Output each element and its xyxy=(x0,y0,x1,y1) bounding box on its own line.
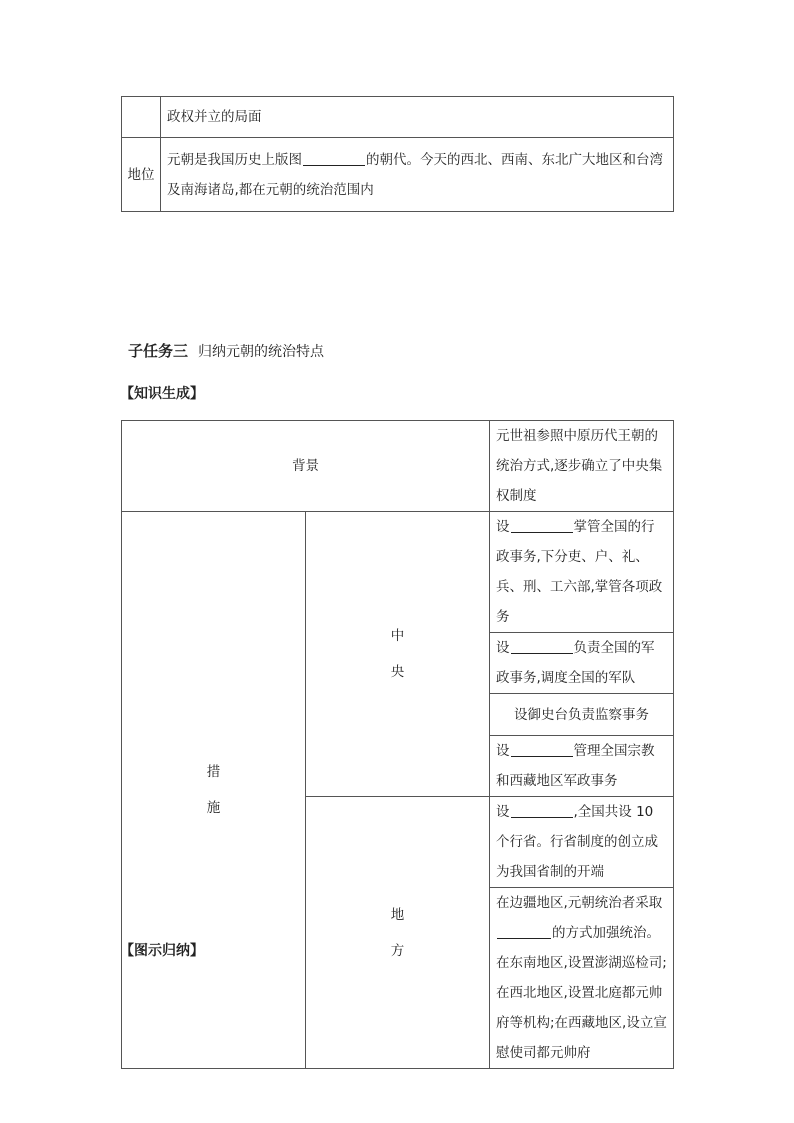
table-row xyxy=(122,138,674,212)
measures-char: 施 xyxy=(206,800,221,816)
status-table xyxy=(121,96,674,212)
background-text: 元世祖参照中原历代王朝的统治方式,逐步确立了中央集权制度 xyxy=(490,421,674,512)
fill-in-blank[interactable] xyxy=(511,740,573,757)
text-after-blank: 管理全国宗教和西藏地区军政事务 xyxy=(496,743,655,789)
local-row-1 xyxy=(490,797,674,888)
table-row xyxy=(122,512,674,633)
central-row-4 xyxy=(490,736,674,797)
central-row-1 xyxy=(490,512,674,633)
text-before-blank: 在边疆地区,元朝统治者采取 xyxy=(496,895,663,911)
local-row-2 xyxy=(490,888,674,1069)
central-row-2 xyxy=(490,633,674,694)
row-content: 政权并立的局面 xyxy=(161,97,674,138)
fill-in-blank[interactable] xyxy=(511,801,573,818)
text-after-blank: 的朝代。今天的西北、西南、东北广大地区和台湾及南海诸岛,都在元朝的统治范围内 xyxy=(167,151,663,198)
text-before-blank: 设 xyxy=(496,640,510,656)
text-after-blank: 负责全国的军政事务,调度全国的军队 xyxy=(496,640,655,686)
text-after-blank: ,全国共设 10 个行省。行省制度的创立成为我国省制的开端 xyxy=(496,804,658,880)
central-label xyxy=(306,512,490,797)
text-before-blank: 设 xyxy=(496,519,510,535)
subtask-label: 子任务三 xyxy=(128,342,189,360)
text-before-blank: 设 xyxy=(496,804,510,820)
fill-in-blank[interactable] xyxy=(511,637,573,654)
central-char: 央 xyxy=(390,664,405,680)
row-label: 地位 xyxy=(122,138,161,212)
rule-features-table xyxy=(121,420,674,1069)
section-knowledge-heading: 【知识生成】 xyxy=(120,386,204,402)
local-char: 方 xyxy=(390,942,405,959)
measures-label xyxy=(122,512,306,1069)
local-char: 地 xyxy=(390,906,405,923)
text-after-blank: 的方式加强统治。在东南地区,设置澎湖巡检司;在西北地区,设置北庭都元帅府等机构;在西藏地区,设立宣慰使司都元帅府 xyxy=(496,925,667,1061)
table-row xyxy=(122,97,674,138)
fill-in-blank[interactable] xyxy=(511,516,573,533)
fill-in-blank[interactable] xyxy=(497,922,551,939)
central-row-3: 设御史台负责监察事务 xyxy=(490,694,674,736)
text-before-blank: 设 xyxy=(496,743,510,759)
local-label xyxy=(306,797,490,1069)
fill-in-blank[interactable] xyxy=(303,149,365,166)
row-content xyxy=(161,138,674,212)
section-diagram-heading: 【图示归纳】 xyxy=(120,943,204,959)
text-after-blank: 掌管全国的行政事务,下分吏、户、礼、兵、刑、工六部,掌管各项政务 xyxy=(496,519,663,625)
text-before-blank: 元朝是我国历史上版图 xyxy=(167,151,302,168)
table-row xyxy=(122,421,674,512)
background-label: 背景 xyxy=(122,421,490,512)
subtask-heading xyxy=(128,340,324,361)
central-char: 中 xyxy=(390,628,405,644)
subtask-title: 归纳元朝的统治特点 xyxy=(198,344,325,360)
row-label xyxy=(122,97,161,138)
measures-char: 措 xyxy=(206,764,221,780)
